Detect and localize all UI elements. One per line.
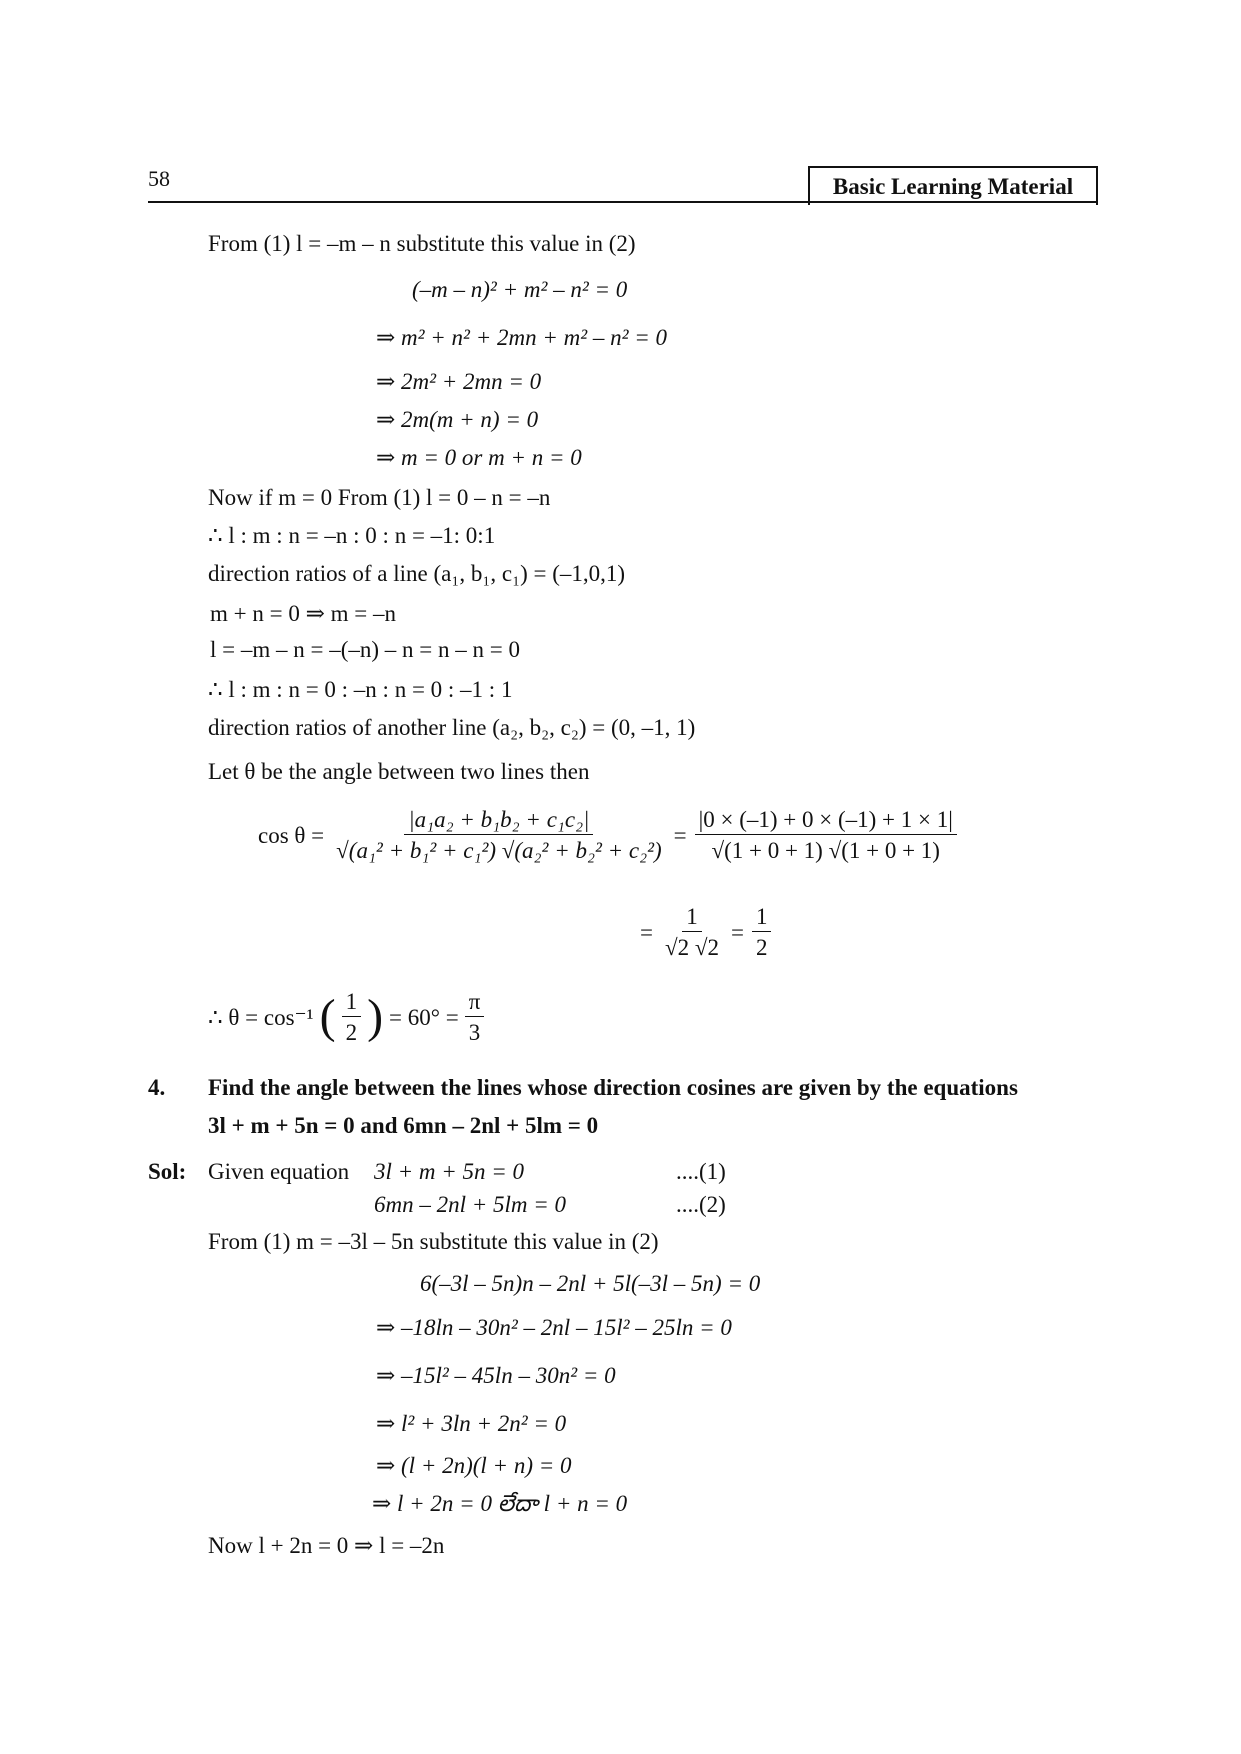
fraction-numerator: 1: [342, 990, 362, 1017]
simplified-result: [640, 905, 771, 959]
left-paren: (: [319, 990, 336, 1043]
theta-lhs: ∴ θ = cos⁻¹: [208, 1004, 314, 1030]
equals-sign: =: [730, 919, 744, 945]
math-line: ⇒ l + 2n = 0 లేదా l + n = 0: [372, 1491, 628, 1516]
header-title: Basic Learning Material: [832, 173, 1074, 199]
question-number: 4.: [148, 1075, 166, 1100]
root-fraction: [661, 905, 723, 959]
fraction-denominator: √2 √2: [664, 935, 719, 960]
math-line: 6(–3l – 5n)n – 2nl + 5l(–3l – 5n) = 0: [420, 1271, 761, 1296]
math-line: ⇒ –18ln – 30n² – 2nl – 15l² – 25ln = 0: [376, 1315, 732, 1340]
equation-1: 3l + m + 5n = 0: [374, 1159, 525, 1184]
numeric-fraction: [695, 808, 957, 862]
fraction-denominator: 2: [755, 935, 768, 960]
text-line: From (1) l = –m – n substitute this value in (2): [208, 231, 636, 256]
math-line: ∴ l : m : n = 0 : –n : n = 0 : –1 : 1: [208, 677, 513, 702]
page-number: 58: [148, 166, 170, 191]
math-line: (–m – n)² + m² – n² = 0: [412, 277, 628, 302]
formula-lhs: cos θ =: [258, 822, 325, 848]
text-line: ∴ l : m : n = –n : 0 : n = –1: 0:1: [208, 523, 496, 548]
half-fraction: [752, 905, 772, 959]
fraction-numerator: |0 × (–1) + 0 × (–1) + 1 × 1|: [695, 808, 957, 835]
given-label: Given equation: [208, 1159, 350, 1184]
theta-fraction: [342, 990, 362, 1044]
fraction-denominator: √(a₁² + b₁² + c₁²) √(a₂² + b₂² + c₂²): [336, 838, 662, 863]
solution-label: Sol:: [148, 1159, 187, 1184]
fraction-denominator: 3: [468, 1020, 481, 1045]
fraction-denominator: √(1 + 0 + 1) √(1 + 0 + 1): [711, 838, 940, 863]
text-line: direction ratios of another line (a₂, b₂, c₂) = (0, –1, 1): [208, 715, 696, 740]
fraction-numerator: 1: [752, 905, 772, 932]
fraction-numerator: 1: [682, 905, 702, 932]
cosine-formula: [258, 808, 957, 862]
header-rule: [148, 201, 1098, 203]
pi-fraction: [465, 990, 485, 1044]
math-line: ⇒ 2m² + 2mn = 0: [376, 369, 542, 394]
header-title-box: [808, 166, 1098, 205]
fraction-denominator: 2: [345, 1020, 358, 1045]
equals-sign: =: [673, 822, 687, 848]
fraction-numerator: |a₁a₂ + b₁b₂ + c₁c₂|: [404, 808, 593, 835]
question-line: 3l + m + 5n = 0 and 6mn – 2nl + 5lm = 0: [208, 1113, 599, 1138]
math-line: ⇒ 2m(m + n) = 0: [376, 407, 539, 432]
math-line: l = –m – n = –(–n) – n = n – n = 0: [210, 637, 520, 662]
math-line: ⇒ m² + n² + 2mn + m² – n² = 0: [376, 325, 668, 350]
text-line: Let θ be the angle between two lines then: [208, 759, 590, 784]
text-line: From (1) m = –3l – 5n substitute this value in (2): [208, 1229, 659, 1254]
equation-1-tag: ....(1): [676, 1159, 726, 1184]
text-line: Now l + 2n = 0 ⇒ l = –2n: [208, 1533, 445, 1558]
math-line: ⇒ (l + 2n)(l + n) = 0: [376, 1453, 572, 1478]
math-line: ⇒ m = 0 or m + n = 0: [376, 445, 582, 470]
math-line: ⇒ –15l² – 45ln – 30n² = 0: [376, 1363, 616, 1388]
right-paren: ): [367, 990, 384, 1043]
text-line: direction ratios of a line (a₁, b₁, c₁) = (–1,0,1): [208, 561, 626, 586]
math-line: m + n = 0 ⇒ m = –n: [210, 601, 396, 626]
theta-middle: = 60° =: [389, 1004, 459, 1030]
question-line: Find the angle between the lines whose direction cosines are given by the equations: [208, 1075, 1018, 1100]
equation-2-tag: ....(2): [676, 1192, 726, 1217]
math-line: ⇒ l² + 3ln + 2n² = 0: [376, 1411, 567, 1436]
general-fraction: [332, 808, 665, 862]
theta-result: [208, 990, 484, 1044]
fraction-numerator: π: [465, 990, 485, 1017]
equals-sign: =: [640, 919, 653, 945]
equation-2: 6mn – 2nl + 5lm = 0: [374, 1192, 567, 1217]
text-line: Now if m = 0 From (1) l = 0 – n = –n: [208, 485, 551, 510]
